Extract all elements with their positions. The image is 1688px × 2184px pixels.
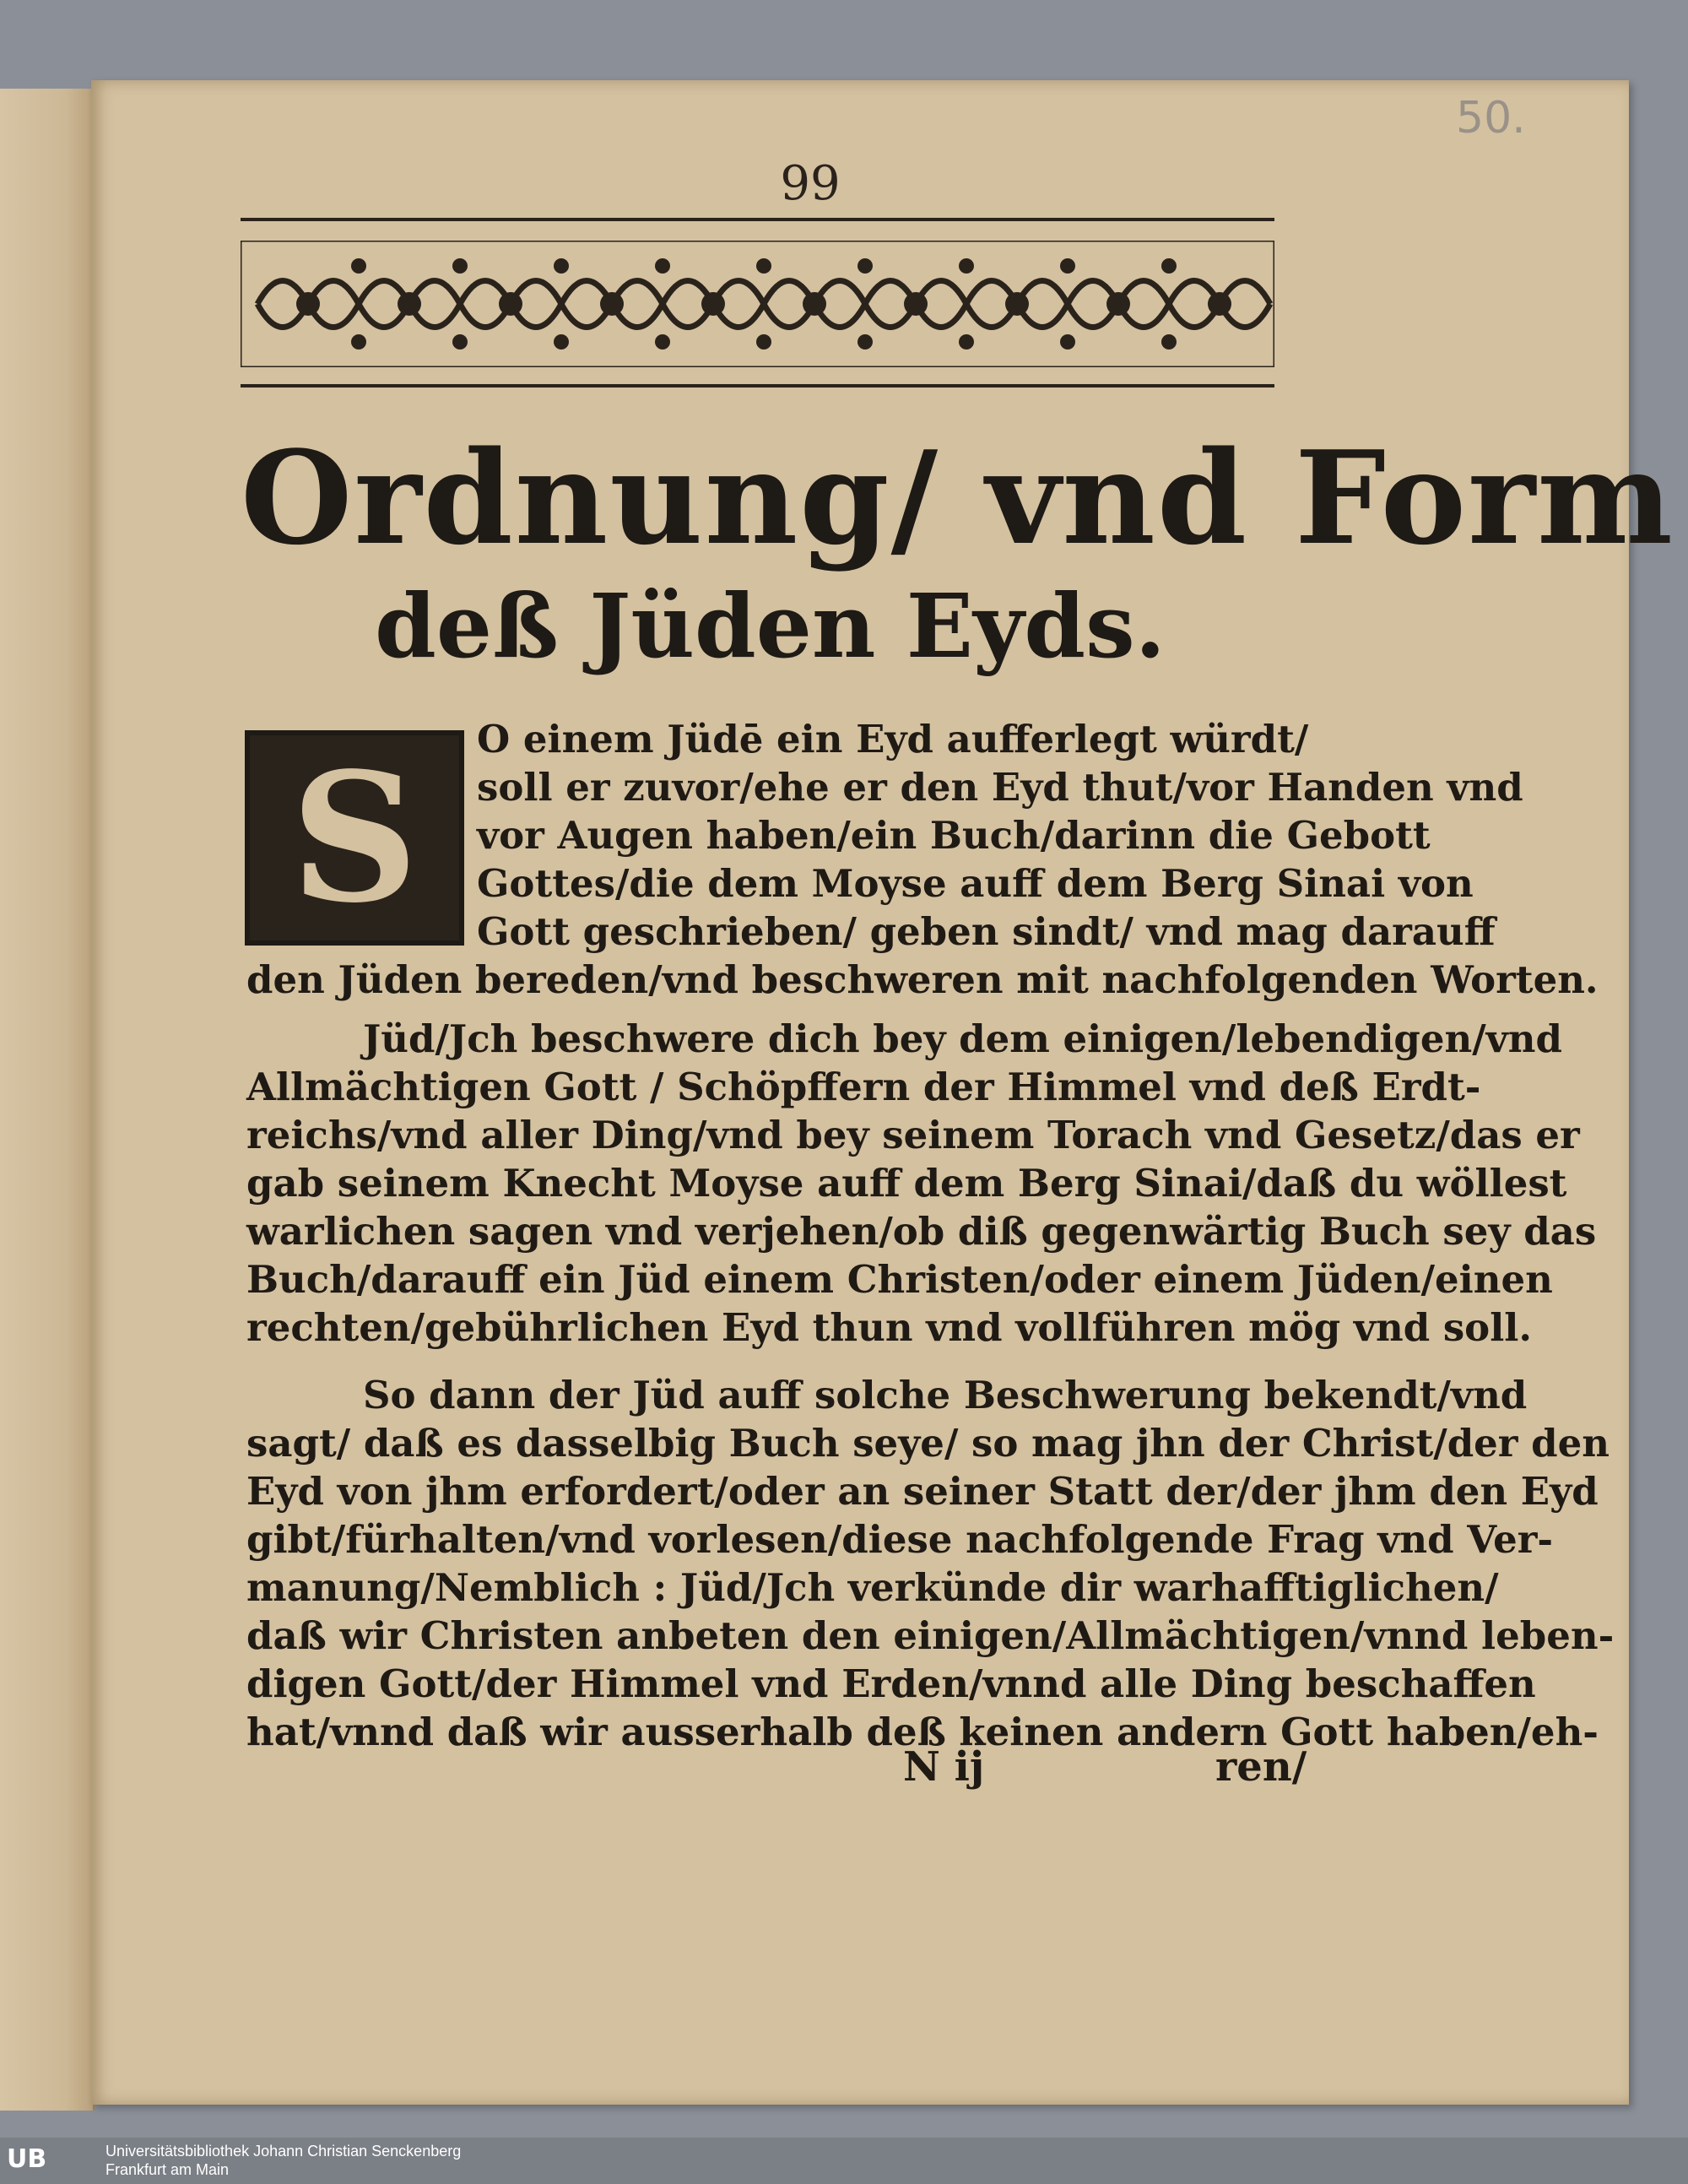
text-line: rechten/gebührlichen Eyd thun vnd vollführen mög vnd soll.	[246, 1305, 1533, 1350]
pencil-folio-number: 50.	[1456, 93, 1526, 144]
title-line-1: Ordnung/ vnd Form	[241, 422, 1674, 573]
text-line: Jüd/Jch beschwere dich bey dem einigen/lebendigen/vnd	[363, 1016, 1562, 1061]
left-page-edge	[0, 89, 95, 2111]
text-line: Gott geschrieben/ geben sindt/ vnd mag darauff	[477, 909, 1496, 954]
text-line: Eyd von jhm erfordert/oder an seiner Statt der/der jhm den Eyd	[246, 1469, 1599, 1514]
page-number: 99	[780, 156, 841, 211]
text-line: gab seinem Knecht Moyse auff dem Berg Sinai/daß du wöllest	[246, 1161, 1567, 1206]
text-line: reichs/vnd aller Ding/vnd bey seinem Torach vnd Gesetz/das er	[246, 1113, 1580, 1157]
library-name: Universitätsbibliothek Johann Christian Senckenberg	[106, 2143, 462, 2160]
text-line: vor Augen haben/ein Buch/darinn die Gebott	[477, 813, 1431, 858]
bottom-rule	[241, 384, 1274, 387]
text-line: sagt/ daß es dasselbig Buch seye/ so mag jhn der Christ/der den	[246, 1421, 1610, 1466]
signature-mark: N ij	[903, 1743, 985, 1791]
decorated-initial	[245, 730, 464, 946]
top-rule	[241, 218, 1274, 221]
text-line: soll er zuvor/ehe er den Eyd thut/vor Handen vnd	[477, 765, 1523, 810]
text-line: digen Gott/der Himmel vnd Erden/vnnd alle Ding beschaffen	[246, 1661, 1536, 1706]
text-line: daß wir Christen anbeten den einigen/Allmächtigen/vnnd leben-	[246, 1613, 1615, 1658]
text-line: den Jüden bereden/vnd beschweren mit nachfolgenden Worten.	[246, 957, 1599, 1002]
text-line: gibt/fürhalten/vnd vorlesen/diese nachfolgende Frag vnd Ver-	[246, 1517, 1554, 1562]
text-line: Buch/darauff ein Jüd einem Christen/oder einem Jüden/einen	[246, 1257, 1553, 1302]
text-line: O einem Jüdē ein Eyd aufferlegt würdt/	[477, 717, 1309, 761]
catchword: ren/	[1215, 1743, 1307, 1791]
text-line: manung/Nemblich : Jüd/Jch verkünde dir warhafftiglichen/	[246, 1565, 1499, 1610]
text-line: warlichen sagen vnd verjehen/ob diß gegenwärtig Buch sey das	[246, 1209, 1597, 1254]
text-line: hat/vnnd daß wir ausserhalb deß keinen andern Gott haben/eh-	[246, 1710, 1599, 1754]
text-line: Gottes/die dem Moyse auff dem Berg Sinai von	[477, 861, 1474, 906]
initial-letter: S	[290, 734, 419, 942]
title-line-2: deß Jüden Eyds.	[375, 574, 1166, 678]
ub-logo[interactable]: UB	[7, 2144, 47, 2174]
ornamental-band-icon	[241, 241, 1274, 367]
text-line: So dann der Jüd auff solche Beschwerung bekendt/vnd	[363, 1373, 1528, 1417]
text-line: Allmächtigen Gott / Schöpffern der Himmel vnd deß Erdt-	[246, 1065, 1481, 1109]
library-city: Frankfurt am Main	[106, 2161, 230, 2178]
